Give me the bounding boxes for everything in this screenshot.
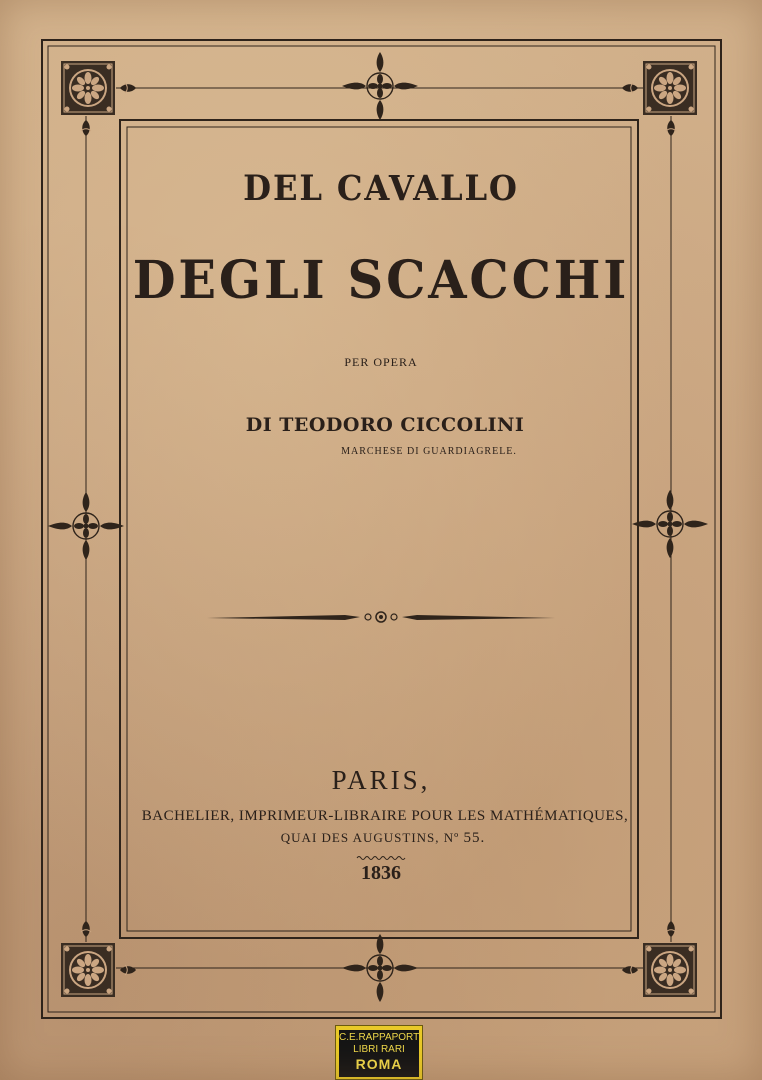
byline: PER OPERA [344, 355, 418, 369]
stamp-line-1: C.E.RAPPAPORT [339, 1032, 420, 1043]
library-stamp [335, 1025, 423, 1080]
imprint-street: QUAI DES AUGUSTINS, [280, 830, 440, 845]
stamp-line-3: ROMA [355, 1056, 403, 1072]
imprint-address [0, 830, 762, 847]
author-title: MARCHESE DI GUARDIAGRELE. [341, 446, 517, 457]
title-line-2: DEGLI SCACCHI [132, 250, 630, 311]
imprint-year: 1836 [361, 862, 401, 884]
divider-ornament [207, 612, 555, 622]
imprint-place: PARIS, [331, 765, 431, 795]
stamp-line-2: LIBRI RARI [353, 1044, 405, 1055]
author-name: DI TEODORO CICCOLINI [245, 414, 525, 436]
library-stamp-label [339, 1030, 419, 1077]
imprint-publisher: BACHELIER, IMPRIMEUR-LIBRAIRE POUR LES MATHÉMATIQUES, [141, 808, 629, 824]
imprint-number-prefix: Nº [443, 830, 460, 845]
title-line-1: DEL CAVALLO [243, 168, 519, 209]
imprint-number: 55. [463, 830, 486, 846]
